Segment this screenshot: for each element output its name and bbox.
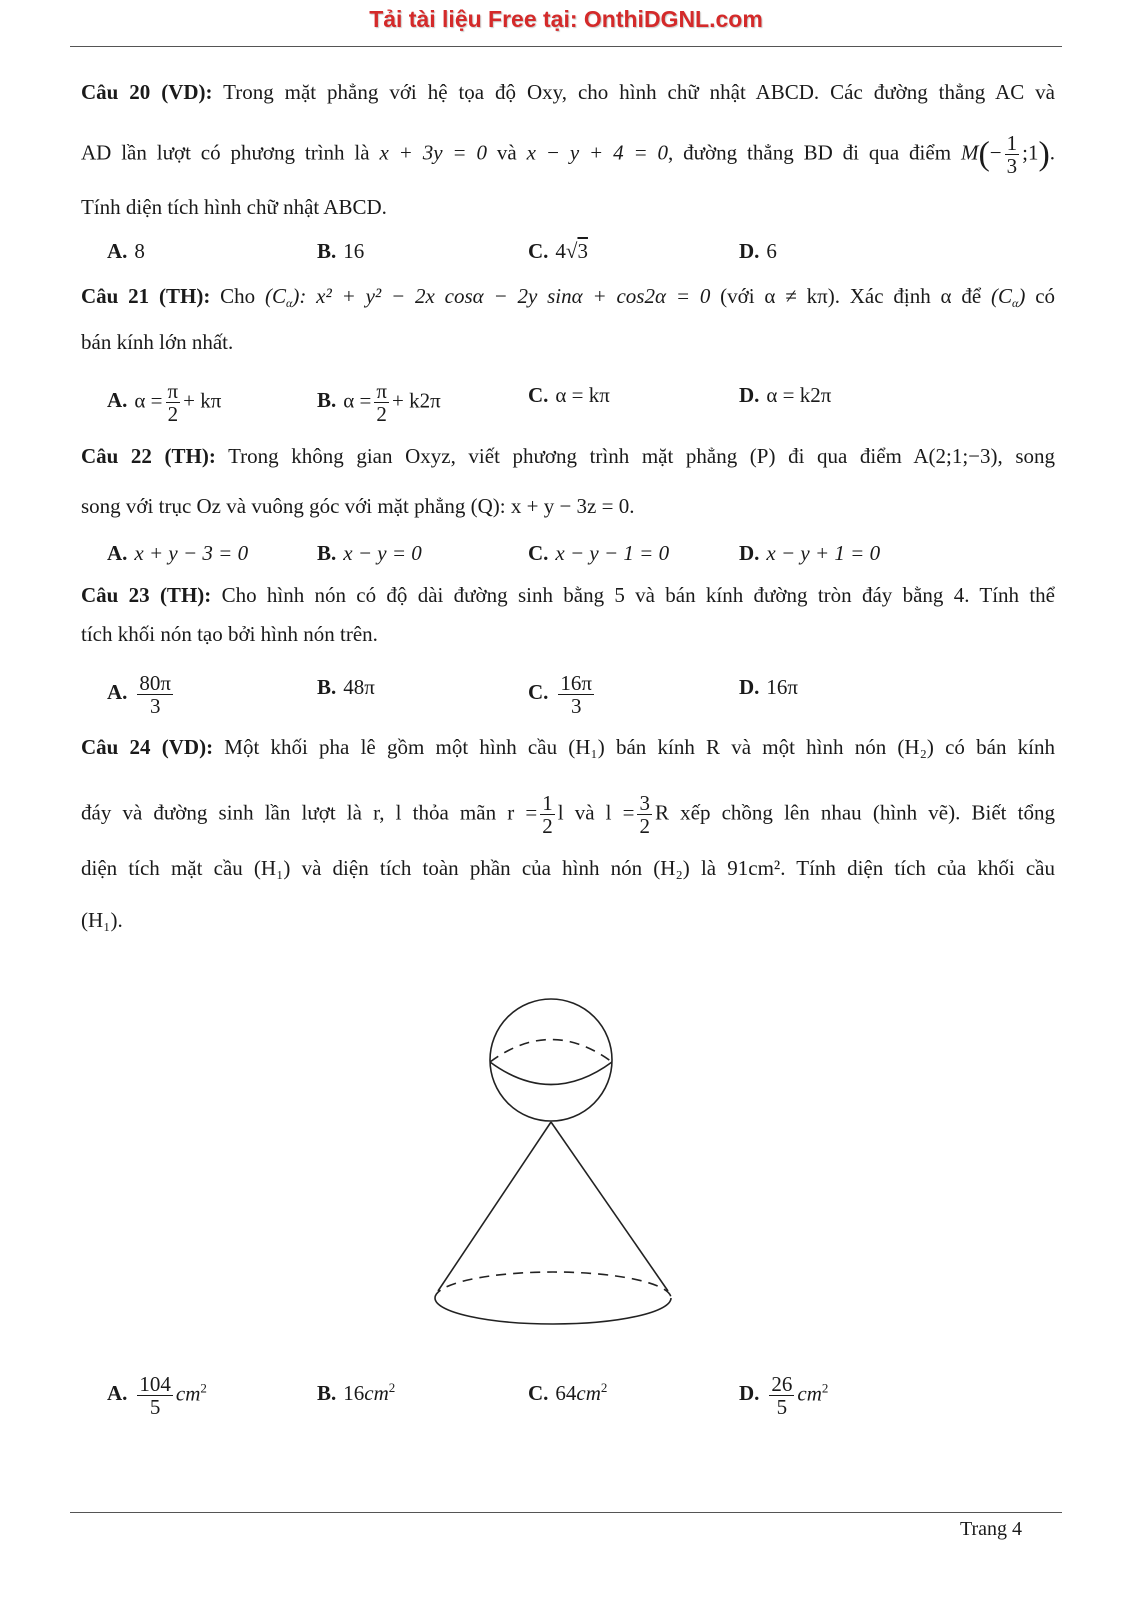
- q23-option-d[interactable]: D. 16π: [739, 675, 799, 699]
- q20-option-d[interactable]: D. 6: [739, 239, 777, 263]
- q20-label: Câu 20 (VD):: [81, 80, 213, 104]
- q22-label: Câu 22 (TH):: [81, 444, 216, 468]
- q24-label: Câu 24 (VD):: [81, 735, 214, 759]
- page-number: Trang 4: [960, 1518, 1023, 1540]
- sphere-equator-front: [490, 1062, 612, 1085]
- q20-line1: Câu 20 (VD): Trong mặt phẳng với hệ tọa độ Oxy, cho hình chữ nhật ABCD. Các đường thẳng AC và: [81, 80, 1056, 104]
- q22-line1: Câu 22 (TH): Trong không gian Oxyz, viết phương trình mặt phẳng (P) đi qua điểm A(2;1;−3), song: [81, 444, 1056, 468]
- q21-option-c[interactable]: C. α = kπ: [528, 383, 610, 407]
- q24-line2: đáy và đường sinh lần lượt là r, l thỏa mãn r = $\frac{1}{2}$ l và l = $\frac{3}{2}$ R xếp chồng lên nhau (hình vẽ). Biết tổng: [81, 791, 1055, 839]
- site-header: Tải tài liệu Free tại: OnthiDGNL.com: [369, 6, 763, 32]
- q23-option-b[interactable]: B. 48π: [317, 675, 375, 699]
- footer-rule: [70, 1512, 1062, 1513]
- cone-base-back: [435, 1272, 671, 1298]
- q22-option-c[interactable]: C. x − y − 1 = 0: [528, 541, 670, 565]
- q23-option-a[interactable]: A. $\frac{80\pi}{3}$: [107, 671, 172, 719]
- q21-option-a[interactable]: A. α = $\frac{\pi}{2}$ + kπ: [107, 379, 222, 427]
- sphere-outline: [490, 999, 612, 1121]
- q24-line4: (H₁).: [81, 908, 123, 932]
- sphere-equator-back: [490, 1040, 612, 1063]
- q23-label: Câu 23 (TH):: [81, 583, 212, 607]
- q24-option-c[interactable]: C. $64cm^2$: [528, 1380, 608, 1405]
- q23-line1: Câu 23 (TH): Cho hình nón có độ dài đường sinh bằng 5 và bán kính đường tròn đáy bằng 4. Tính thể: [81, 583, 1055, 607]
- cone-base-front: [435, 1298, 671, 1324]
- q22-option-b[interactable]: B. x − y = 0: [317, 541, 422, 565]
- q24-line3: diện tích mặt cầu (H₁) và diện tích toàn phần của hình nón (H₂) là 91cm². Tính diện tích của khối cầu: [81, 856, 1055, 880]
- q21-option-b[interactable]: B. α = $\frac{\pi}{2}$ + k2π: [317, 379, 441, 427]
- q24-line1: Câu 24 (VD): Một khối pha lê gồm một hình cầu (H₁) bán kính R và một hình nón (H₂) có bán kính: [81, 735, 1055, 759]
- q24-option-d[interactable]: D. $\frac{26}{5}$ $cm^2$: [739, 1372, 829, 1420]
- header-rule: [70, 46, 1062, 47]
- q21-line1: Câu 21 (TH): Cho $(C_\alpha)$: x² + y² − 2x cosα − 2y sinα + cos2α = 0 (với α ≠ kπ). Xác định α để $(C_\alpha)$ có: [81, 284, 1056, 310]
- q22-line2: song với trục Oz và vuông góc với mặt phẳng (Q): x + y − 3z = 0.: [81, 494, 635, 518]
- q22-option-a[interactable]: A. x + y − 3 = 0: [107, 541, 249, 565]
- q22-option-d[interactable]: D. x − y + 1 = 0: [739, 541, 881, 565]
- cone-right-edge: [551, 1122, 668, 1291]
- q20-line2: AD lần lượt có phương trình là x + 3y = 0 và x − y + 4 = 0, đường thẳng BD đi qua điểm M(− $\frac{1}{3}$ ;1).: [81, 131, 1056, 179]
- cone-left-edge: [438, 1122, 551, 1291]
- q20-option-a[interactable]: A. 8: [107, 239, 145, 263]
- sphere-cone-figure: [425, 995, 685, 1345]
- q20-option-c[interactable]: C. 4√3: [528, 239, 588, 263]
- q23-line2: tích khối nón tạo bởi hình nón trên.: [81, 622, 378, 646]
- q20-line3: Tính diện tích hình chữ nhật ABCD.: [81, 195, 387, 219]
- q24-option-b[interactable]: B. $16cm^2$: [317, 1380, 396, 1405]
- q23-option-c[interactable]: C. $\frac{16\pi}{3}$: [528, 671, 593, 719]
- q21-line2: bán kính lớn nhất.: [81, 330, 234, 354]
- q21-option-d[interactable]: D. α = k2π: [739, 383, 832, 407]
- q20-option-b[interactable]: B. 16: [317, 239, 365, 263]
- q21-label: Câu 21 (TH):: [81, 284, 211, 308]
- q24-option-a[interactable]: A. $\frac{104}{5}$ $cm^2$: [107, 1372, 207, 1420]
